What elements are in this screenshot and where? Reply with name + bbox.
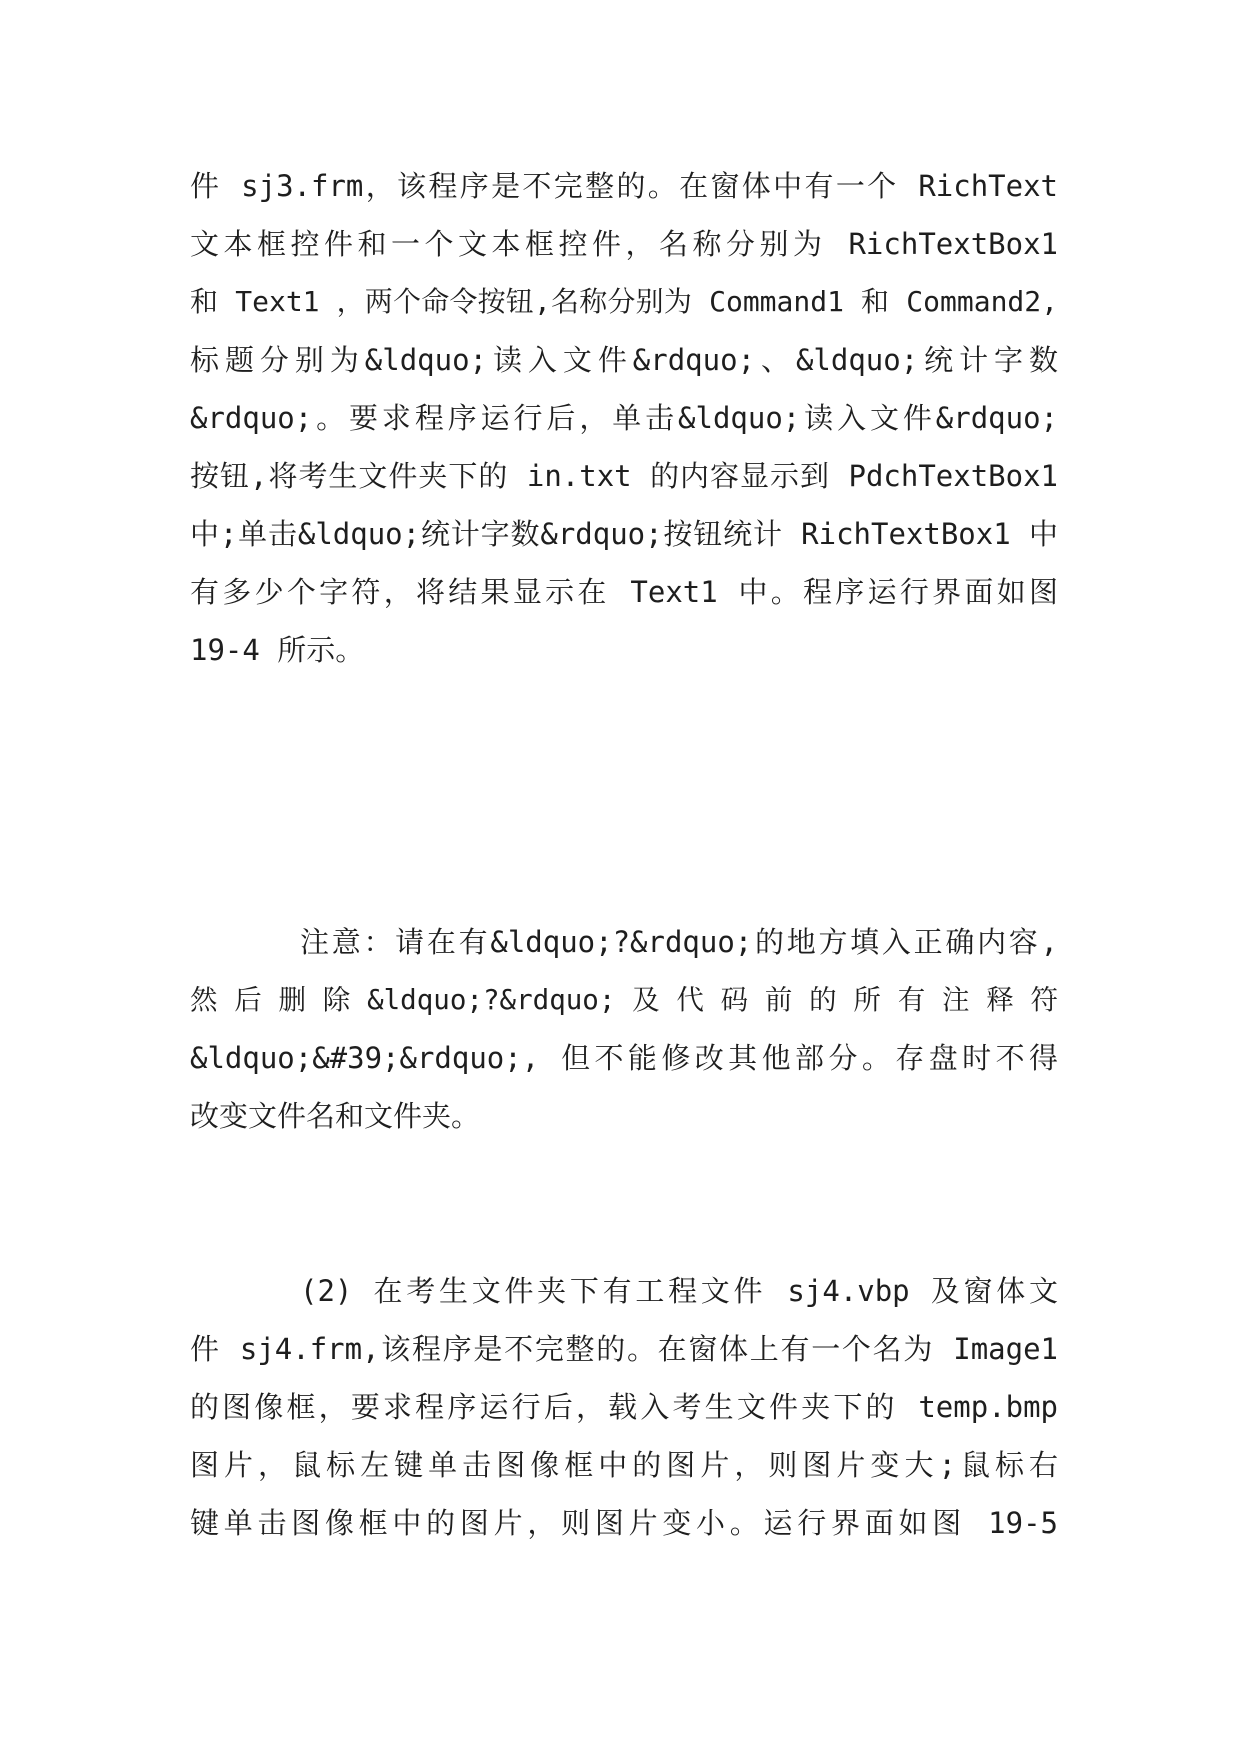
text-line: 然 后 删 除 &ldquo;?&rdquo; 及 代 码 前 的 所 有 注 释 符 [190, 984, 1058, 1016]
text-line: 的图像框，要求程序运行后，载入考生文件夹下的 temp.bmp [190, 1390, 1058, 1424]
text-line: 件 sj3.frm，该程序是不完整的。在窗体中有一个 RichText [190, 169, 1058, 203]
text-line: 19-4 所示。 [190, 633, 365, 667]
text-line: 件 sj4.frm,该程序是不完整的。在窗体上有一个名为 Image1 [190, 1332, 1058, 1366]
text-line: 文本框控件和一个文本框控件，名称分别为 RichTextBox1 [190, 227, 1058, 261]
text-line: 标题分别为&ldquo;读入文件&rdquo;、&ldquo;统计字数 [190, 343, 1058, 377]
text-line: 图片，鼠标左键单击图像框中的图片，则图片变大;鼠标右 [190, 1448, 1058, 1482]
text-line: 和 Text1 ，两个命令按钮,名称分别为 Command1 和 Command2, [190, 285, 1058, 318]
text-line: 有多少个字符，将结果显示在 Text1 中。程序运行界面如图 [190, 575, 1058, 609]
text-line: 改变文件名和文件夹。 [190, 1099, 481, 1133]
text-line: (2) 在考生文件夹下有工程文件 sj4.vbp 及窗体文 [300, 1274, 1058, 1308]
text-line: 键单击图像框中的图片，则图片变小。运行界面如图 19-5 [190, 1506, 1058, 1540]
text-line: 注意：请在有&ldquo;?&rdquo;的地方填入正确内容, [300, 925, 1058, 959]
text-line: 按钮,将考生文件夹下的 in.txt 的内容显示到 PdchTextBox1 [190, 459, 1058, 493]
text-line: &rdquo;。要求程序运行后，单击&ldquo;读入文件&rdquo; [190, 401, 1058, 435]
text-line: &ldquo;&#39;&rdquo;, 但不能修改其他部分。存盘时不得 [190, 1041, 1058, 1075]
text-line: 中;单击&ldquo;统计字数&rdquo;按钮统计 RichTextBox1 中 [190, 517, 1058, 551]
